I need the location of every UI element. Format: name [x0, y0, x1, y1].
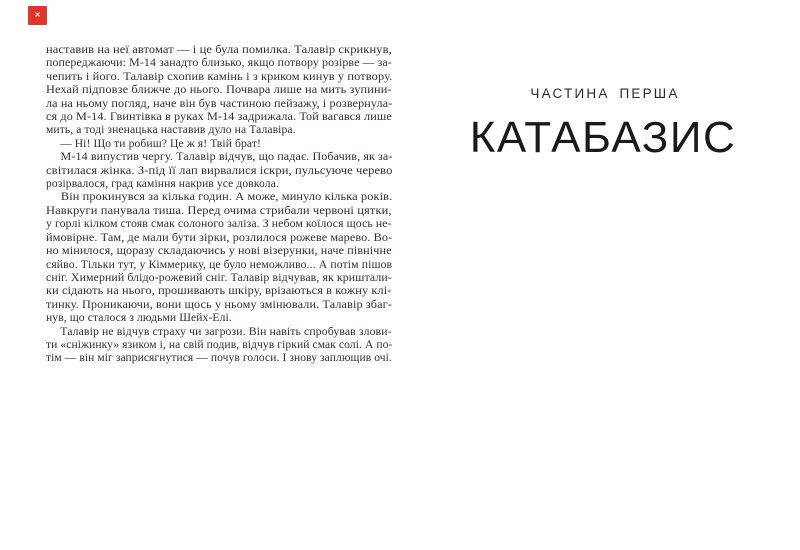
part-heading: ЧАСТИНА ПЕРША [530, 86, 680, 101]
text-line: сніг. Химерний блідо-рожевий сніг. Талавір відчував, як криштали- [46, 270, 392, 284]
text-line: М-14 випустив чергу. Талавір відчув, що падає. Побачив, як за- [60, 150, 393, 164]
right-page [400, 0, 800, 550]
text-line: Навкруги панувала тиша. Перед очима стрибали червоні цятки, [46, 203, 392, 217]
text-line: мить, а тоді зненацька наставив дуло на Талавіра. [46, 123, 296, 137]
text-line: сяйво. Тільки тут, у Кіммерику, це було неможливо... А потім пішов [46, 257, 393, 271]
text-line: світилася жінка. З-під її лап вирвалися іскри, пульсуюче черево [46, 163, 393, 177]
text-line: Нехай підповзе ближче до нього. Почвара лише на мить зупини- [46, 83, 392, 97]
text-line: нув, що сталося з людьми Шейх-Елі. [46, 311, 232, 325]
text-line: ся до М-14. Гвинтівка в руках М-14 задрижала. Той вагався лише [46, 110, 392, 124]
bookmark-tab[interactable] [28, 6, 47, 25]
bookmark-x-icon: ✕ [34, 12, 41, 19]
text-line: Талавір не відчув страху чи загрози. Він навіть спробував злови- [60, 324, 392, 338]
text-line: у горлі кілком стояв смак солоного заліза. З небом коїлося щось не- [46, 217, 392, 231]
text-line: чепить і його. Талавір схопив камінь і з криком кинув у потвору. [46, 69, 393, 83]
text-line: тинку. Проникаючи, вони щось у ньому змінювали. Талавір збаг- [46, 297, 392, 311]
text-line: ки сідають на нього, прошивають шкіру, врізаються в кожну клі- [46, 284, 392, 298]
text-line: наставив на неї автомат — і це була помилка. Талавір скрикнув, [46, 43, 392, 56]
text-line: розірвалося, град каміння накрив усе довкола. [46, 177, 279, 191]
text-line: — Ні! Що ти робиш? Це ж я! Твій брат! [60, 136, 261, 150]
text-line: тім — він міг заприсягнутися — почув голоси. І знову заплющив очі. [46, 351, 392, 365]
text-line: ймовірне. Там, де мали бути зірки, розлилося рожеве марево. Во- [46, 230, 393, 244]
text-line: ла на ньому погляд, наче він був частиною пейзажу, і розвернула- [46, 96, 393, 110]
chapter-title: КАТАБАЗИС [469, 113, 737, 162]
text-column [46, 43, 392, 365]
text-line: Він прокинувся за кілька годин. А може, минуло кілька років. [60, 190, 393, 204]
text-line: ти «сніжинку» язиком і, на свій подив, відчув гіркий смак солі. А по- [46, 337, 393, 351]
text-line: но мінилося, щоразу складаючись у нові візерунки, наче північне [46, 244, 392, 258]
text-line: попереджаючи: М-14 занадто близько, якщо потвору розірве — за- [46, 56, 392, 70]
